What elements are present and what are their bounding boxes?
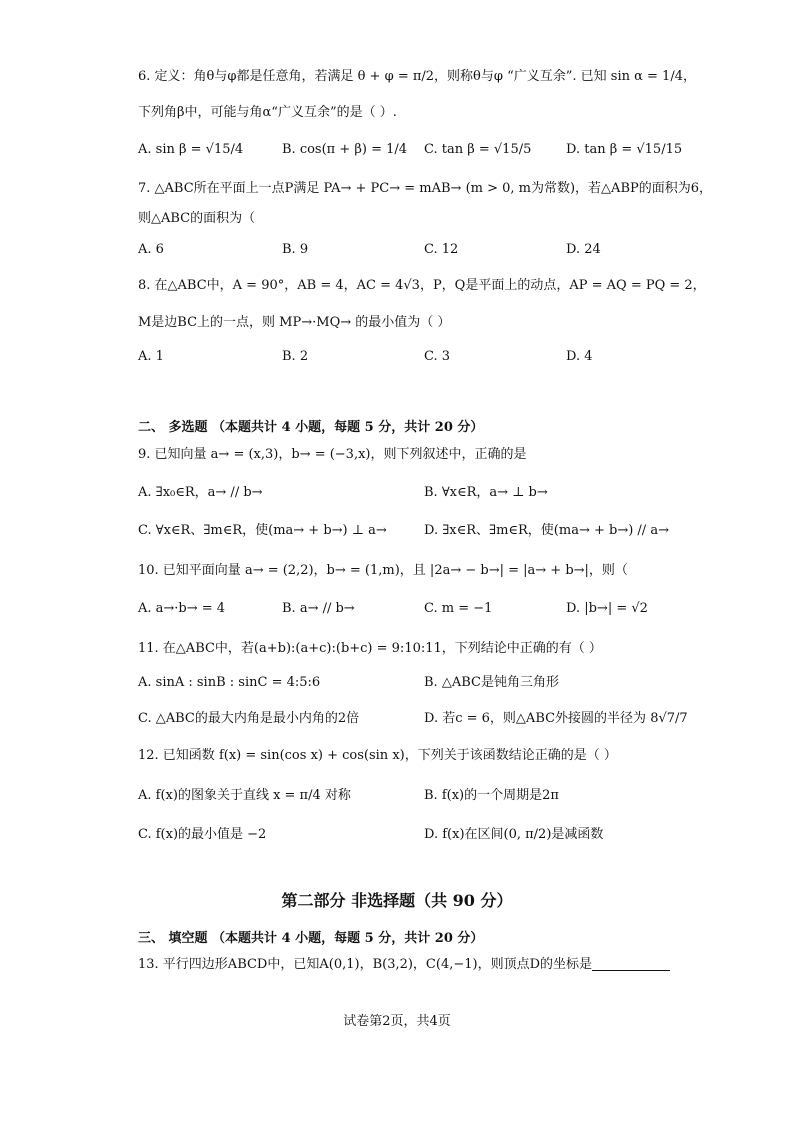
q9-option-b: B. ∀x∈R，a→ ⊥ b→	[424, 485, 548, 500]
q10-option-a: A. a→·b→ = 4	[138, 601, 226, 616]
q11-option-d: D. 若c = 6，则△ABC外接圆的半径为 8√7/7	[424, 711, 688, 726]
q7-stem-line1: 7. △ABC所在平面上一点P满足 PA→ + PC→ = mAB→ (m > 0, m为常数)，若△ABP的面积为6，	[138, 181, 713, 196]
q6-stem-line2: 下列角β中，可能与角α“广义互余”的是（ ）.	[138, 105, 397, 120]
q13-stem: 13. 平行四边形ABCD中，已知A(0,1)，B(3,2)，C(4,−1)，则顶点D的坐标是	[138, 957, 593, 972]
q10-stem: 10. 已知平面向量 a→ = (2,2)，b→ = (1,m)，且 |2a→ − b→| = |a→ + b→|，则（	[138, 563, 628, 578]
q11-stem: 11. 在△ABC中，若(a+b):(a+c):(b+c) = 9:10:11，下列结论中正确的有（ ）	[138, 641, 602, 656]
q6-option-c: C. tan β = √15/5	[424, 142, 532, 157]
q7-option-a: A. 6	[138, 242, 164, 257]
section-fill-blank-heading: 三、 填空题 （本题共计 4 小题，每题 5 分，共计 20 分）	[138, 931, 484, 946]
q12-stem: 12. 已知函数 f(x) = sin(cos x) + cos(sin x)，下列关于该函数结论正确的是（ ）	[138, 748, 617, 763]
section-multi-choice-heading: 二、 多选题 （本题共计 4 小题，每题 5 分，共计 20 分）	[138, 420, 484, 435]
q7-stem-line2: 则△ABC的面积为（	[138, 211, 256, 226]
q6-option-b: B. cos(π + β) = 1/4	[282, 142, 408, 157]
q7-option-b: B. 9	[282, 242, 309, 257]
q13-answer-blank	[592, 956, 670, 971]
q8-option-a: A. 1	[138, 349, 164, 364]
q11-option-a: A. sinA : sinB : sinC = 4:5:6	[138, 675, 321, 690]
q6-option-a: A. sin β = √15/4	[138, 142, 244, 157]
q8-option-b: B. 2	[282, 349, 309, 364]
q10-option-c: C. m = −1	[424, 601, 493, 616]
q8-option-c: C. 3	[424, 349, 451, 364]
q11-option-c: C. △ABC的最大内角是最小内角的2倍	[138, 711, 360, 726]
q8-option-d: D. 4	[566, 349, 593, 364]
q13-stem-row	[138, 956, 670, 974]
q6-option-d: D. tan β = √15/15	[566, 142, 683, 157]
q9-option-c: C. ∀x∈R、∃m∈R，使(ma→ + b→) ⊥ a→	[138, 523, 387, 538]
q9-option-a: A. ∃x₀∈R，a→ // b→	[138, 485, 263, 500]
q8-stem-line1: 8. 在△ABC中，A = 90°，AB = 4，AC = 4√3，P，Q是平面上的动点，AP = AQ = PQ = 2，	[138, 278, 706, 293]
q7-option-c: C. 12	[424, 242, 459, 257]
q12-option-b: B. f(x)的一个周期是2π	[424, 788, 559, 803]
q9-stem: 9. 已知向量 a→ = (x,3)，b→ = (−3,x)，则下列叙述中，正确的是	[138, 447, 527, 462]
q7-option-d: D. 24	[566, 242, 601, 257]
q10-option-d: D. |b→| = √2	[566, 601, 648, 616]
q12-option-c: C. f(x)的最小值是 −2	[138, 827, 267, 842]
q8-stem-line2: M是边BC上的一点，则 MP→·MQ→ 的最小值为（ ）	[138, 315, 451, 330]
q9-option-d: D. ∃x∈R、∃m∈R，使(ma→ + b→) // a→	[424, 523, 669, 538]
part-two-heading: 第二部分 非选择题（共 90 分）	[281, 891, 513, 910]
q6-stem-line1: 6. 定义：角θ与φ都是任意角，若满足 θ + φ = π/2，则称θ与φ “广义互余”. 已知 sin α = 1/4，	[138, 69, 696, 84]
q12-option-a: A. f(x)的图象关于直线 x = π/4 对称	[138, 788, 351, 803]
q11-option-b: B. △ABC是钝角三角形	[424, 675, 559, 690]
q12-option-d: D. f(x)在区间(0, π/2)是减函数	[424, 827, 604, 842]
page-footer: 试卷第2页，共4页	[343, 1014, 451, 1029]
q10-option-b: B. a→ // b→	[282, 601, 355, 616]
